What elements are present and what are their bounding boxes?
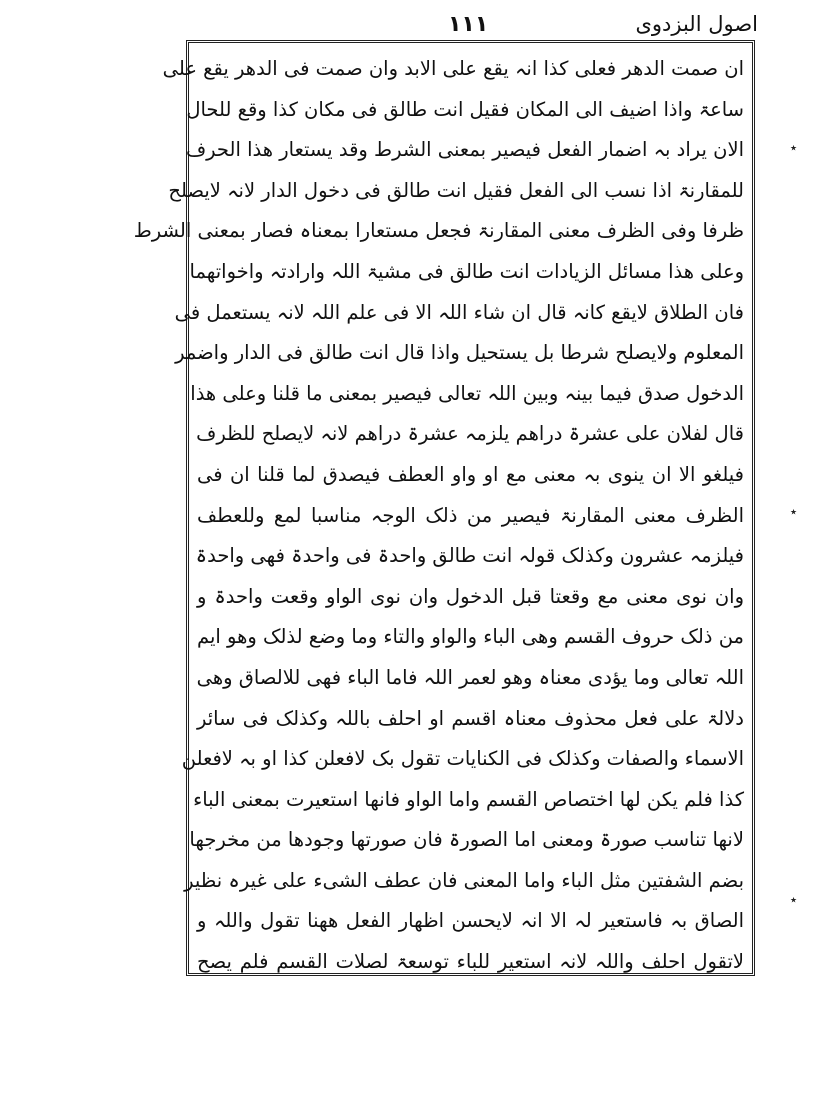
text-line: لاتقول احلف واللہ لانہ استعیر للباء توسعۃ لصلات القسم فلم یصح [197, 950, 744, 974]
text-line: اللہ تعالی وما یؤدی معناہ وھو لعمر اللہ فاما الباء فھی للالصاق وھی [196, 665, 744, 689]
text-line: للمقارنۃ اذا نسب الی الفعل فقیل انت طالق فی دخول الدار لانہ لایصلح [168, 178, 744, 202]
text-line: کذا فلم یکن لھا اختصاص القسم واما الواو فانھا استعیرت بمعنی الباء [193, 787, 744, 811]
text-line: من ذلک حروف القسم وھی الباء والواو والتاء وما وضع لذلک وھو ایم [197, 625, 744, 649]
text-line: الصاق بہ فاستعیر لہ الا انہ لایحسن اظھار الفعل ھھنا تقول واللہ و [197, 909, 744, 933]
page-header [0, 10, 814, 40]
text-line: الظرف معنی المقارنۃ فیصیر من ذلک الوجہ مناسبا لمع وللعطف [197, 503, 744, 527]
text-line: دلالۃ علی فعل محذوف معناہ اقسم او احلف باللہ وکذلک فی سائر [197, 706, 744, 730]
text-line: فیلغو الا ان ینوی بہ معنی مع او واو العطف فیصدق لما قلنا ان فی [197, 462, 744, 486]
text-line: وعلی ھذا مسائل الزیادات انت طالق فی مشیۃ اللہ وارادتہ واخواتھما [189, 259, 744, 283]
text-line: فان الطلاق لایقع کانہ قال ان شاء اللہ الا فی علم اللہ لانہ یستعمل فی [174, 300, 744, 324]
margin-mark: ٭ [790, 141, 798, 156]
margin-mark: ٭ [790, 893, 798, 908]
text-line: ظرفا وفی الظرف معنی المقارنۃ فجعل مستعارا بمعناہ فصار بمعنی الشرط [133, 219, 744, 243]
text-line: ان صمت الدھر فعلی کذا انہ یقع علی الابد وان صمت فی الدھر یقع علی [162, 57, 744, 80]
margin-mark: ٭ [790, 505, 798, 520]
book-title: اصول البزدوی [635, 12, 758, 36]
text-line: الدخول صدق فیما بینہ وبین اللہ تعالی فیصیر بمعنی ما قلنا وعلی ھذا [190, 381, 744, 405]
text-line: الان یراد بہ اضمار الفعل فیصیر بمعنی الشرط وقد یستعار ھذا الحرف [185, 138, 744, 162]
text-line: وان نوی معنی مع وقعتا قبل الدخول وان نوی الواو وقعت واحدۃ و [197, 584, 744, 608]
text-line: فیلزمہ عشرون وکذلک قولہ انت طالق واحدۃ فی واحدۃ فھی واحدۃ [195, 544, 744, 568]
text-line: بضم الشفتین مثل الباء واما المعنی فان عطف الشیء علی غیرہ نظیر [184, 868, 744, 892]
text-frame [133, 40, 755, 976]
text-line: الاسماء والصفات وکذلک فی الکنایات تقول بک لافعلن کذا او بہ لافعلن [181, 747, 744, 771]
text-line: ساعۃ واذا اضیف الی المکان فقیل انت طالق فی مکان کذا وقع للحال [186, 97, 744, 121]
text-line: لانھا تناسب صورۃ ومعنی اما الصورۃ فان صورتھا وجودھا من مخرجھا [189, 828, 744, 852]
text-line: قال لفلان علی عشرۃ دراھم یلزمہ عشرۃ دراھم لانہ لایصلح للظرف [196, 422, 744, 446]
page-number: ۱۱۱ [448, 12, 489, 37]
text-line: المعلوم ولایصلح شرطا بل یستحیل واذا قال انت طالق فی الدار واضمر [175, 341, 744, 365]
